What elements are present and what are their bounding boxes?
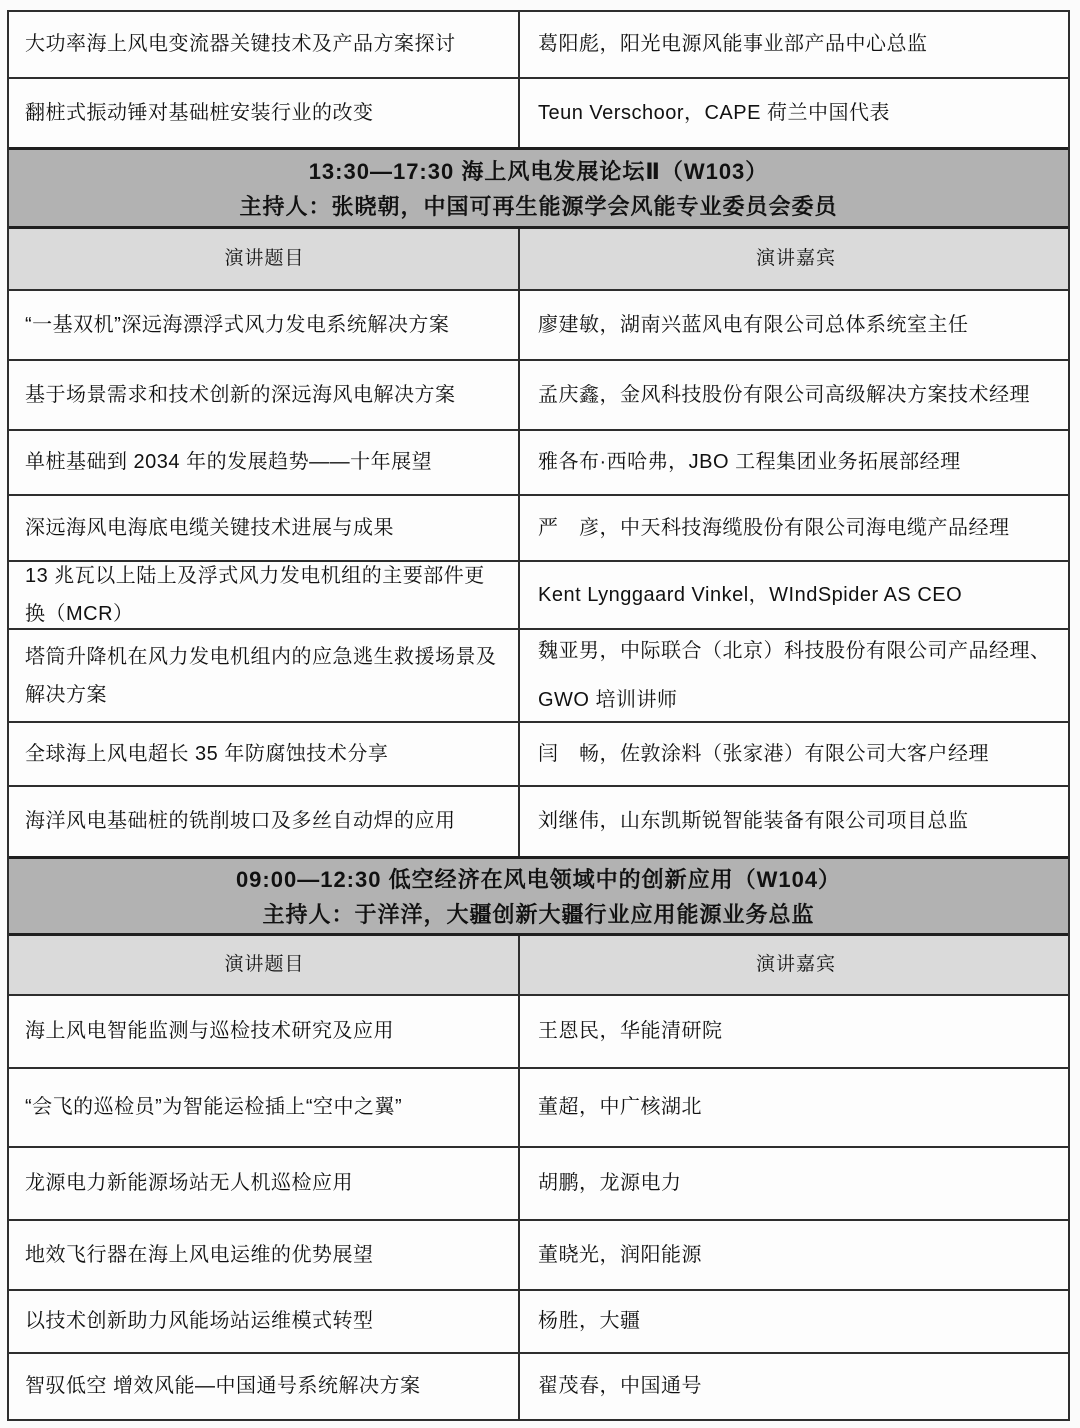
table-row — [9, 1067, 1068, 1146]
table-row — [9, 289, 1068, 359]
column-header-title: 演讲题目 — [9, 229, 520, 289]
table-row — [9, 429, 1068, 494]
speaker-cell: 孟庆鑫，金风科技股份有限公司高级解决方案技术经理 — [538, 383, 1030, 406]
talk-title-cell: 智驭低空 增效风能—中国通号系统解决方案 — [9, 1354, 520, 1419]
talk-title-cell: 塔筒升降机在风力发电机组内的应急逃生救援场景及解决方案 — [9, 630, 520, 721]
speaker-cell: 魏亚男，中际联合（北京）科技股份有限公司产品经理、GWO 培训讲师 — [538, 639, 1051, 711]
column-header-guest: 演讲嘉宾 — [520, 229, 1068, 289]
table-row — [9, 12, 1068, 77]
session-header-w103 — [9, 147, 1068, 226]
speaker-cell: 杨胜，大疆 — [538, 1310, 641, 1332]
speaker-cell: 刘继伟，山东凯斯锐智能装备有限公司项目总监 — [538, 810, 969, 832]
table-row — [9, 1289, 1068, 1352]
talk-title-cell: 基于场景需求和技术创新的深远海风电解决方案 — [9, 361, 520, 429]
speaker-cell: 闫 畅，佐敦涂料（张家港）有限公司大客户经理 — [538, 742, 989, 765]
talk-title-cell: 翻桩式振动锤对基础桩安装行业的改变 — [9, 79, 520, 147]
speaker-cell: 王恩民，华能清研院 — [538, 1020, 723, 1042]
table-row — [9, 560, 1068, 628]
session-moderator: 主持人：张晓朝，中国可再生能源学会风能专业委员会委员 — [239, 194, 838, 220]
session-header-w104 — [9, 856, 1068, 933]
column-header-row — [9, 226, 1068, 289]
column-header-row — [9, 933, 1068, 994]
speaker-cell: 翟茂春，中国通号 — [538, 1375, 702, 1397]
speaker-cell: 严 彦，中天科技海缆股份有限公司海电缆产品经理 — [538, 516, 1010, 539]
table-row — [9, 785, 1068, 856]
talk-title-cell: 单桩基础到 2034 年的发展趋势——十年展望 — [9, 431, 520, 494]
session-time-title: 09:00—12:30 低空经济在风电领域中的创新应用（W104） — [235, 867, 842, 892]
talk-title-cell: 海洋风电基础桩的铣削坡口及多丝自动焊的应用 — [9, 787, 520, 856]
table-row — [9, 994, 1068, 1067]
column-header-guest: 演讲嘉宾 — [520, 936, 1068, 994]
talk-title-cell: 13 兆瓦以上陆上及浮式风力发电机组的主要部件更换（MCR） — [9, 562, 520, 628]
talk-title-cell: 大功率海上风电变流器关键技术及产品方案探讨 — [9, 12, 520, 77]
talk-title-cell: 海上风电智能监测与巡检技术研究及应用 — [9, 996, 520, 1067]
speaker-cell: 雅各布·西哈弗，JBO 工程集团业务拓展部经理 — [538, 451, 961, 473]
conference-program-table — [7, 10, 1070, 1421]
session-time-title: 13:30—17:30 海上风电发展论坛Ⅱ（W103） — [308, 158, 769, 184]
talk-title-cell: 龙源电力新能源场站无人机巡检应用 — [9, 1148, 520, 1219]
talk-title-cell: 地效飞行器在海上风电运维的优势展望 — [9, 1221, 520, 1289]
table-row — [9, 721, 1068, 785]
speaker-cell: 董超，中广核湖北 — [538, 1096, 702, 1118]
table-row — [9, 1219, 1068, 1289]
session-moderator: 主持人：于洋洋，大疆创新大疆行业应用能源业务总监 — [262, 902, 815, 927]
table-row — [9, 359, 1068, 429]
talk-title-cell: 以技术创新助力风能场站运维模式转型 — [9, 1291, 520, 1352]
table-row — [9, 628, 1068, 721]
speaker-cell: 董晓光，润阳能源 — [538, 1243, 702, 1266]
talk-title-cell: “一基双机”深远海漂浮式风力发电系统解决方案 — [9, 291, 520, 359]
table-row — [9, 494, 1068, 560]
table-row — [9, 77, 1068, 147]
speaker-cell: 胡鹏，龙源电力 — [538, 1172, 682, 1194]
talk-title-cell: 全球海上风电超长 35 年防腐蚀技术分享 — [9, 723, 520, 785]
speaker-cell: Kent Lynggaard Vinkel，WIndSpider AS CEO — [538, 583, 963, 606]
talk-title-cell: “会飞的巡检员”为智能运检插上“空中之翼” — [9, 1069, 520, 1146]
talk-title-cell: 深远海风电海底电缆关键技术进展与成果 — [9, 496, 520, 560]
speaker-cell: 廖建敏，湖南兴蓝风电有限公司总体系统室主任 — [538, 313, 969, 336]
speaker-cell: 葛阳彪，阳光电源风能事业部产品中心总监 — [538, 33, 928, 55]
table-row — [9, 1352, 1068, 1419]
speaker-cell: Teun Verschoor，CAPE 荷兰中国代表 — [538, 101, 890, 124]
column-header-title: 演讲题目 — [9, 936, 520, 994]
table-row — [9, 1146, 1068, 1219]
